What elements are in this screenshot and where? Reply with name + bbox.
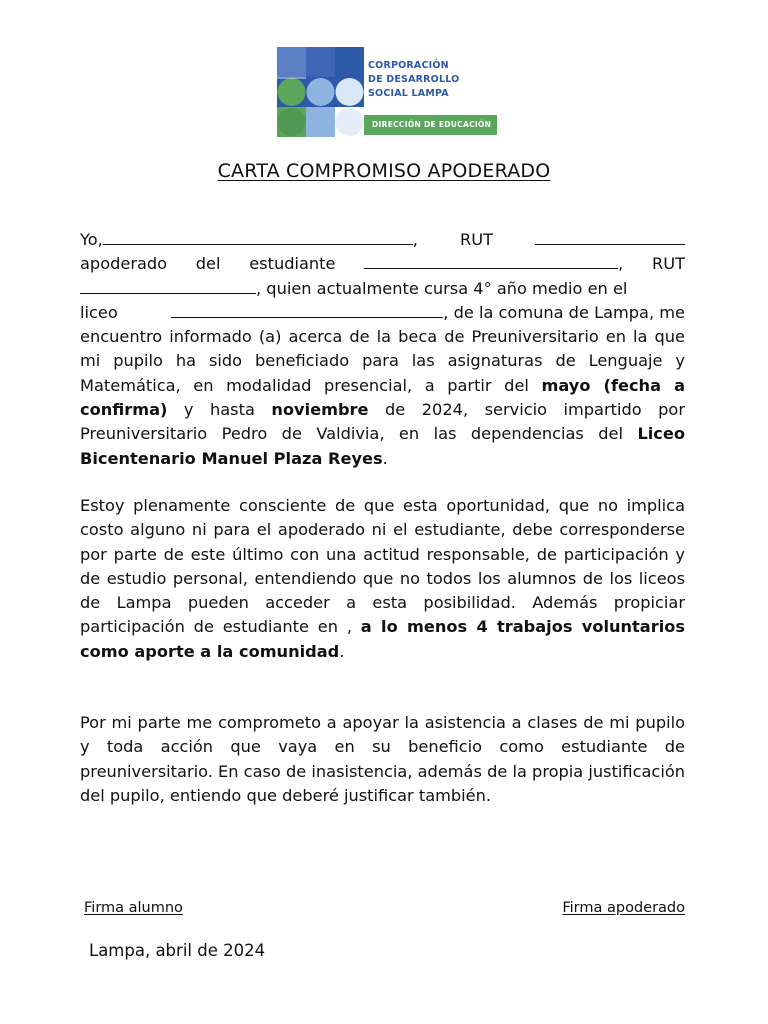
text-segment: de 2024, servicio impartido por Preuniversitario Pedro de Valdivia, en las dependencias del [80,400,685,444]
logo-mosaic-icon [277,47,364,137]
place-date: Lampa, abril de 2024 [89,941,266,960]
text-course: , quien actualmente cursa 4° año medio en el [256,278,628,298]
bold-end-month: noviembre [271,400,369,420]
text-segment: encuentro informado (a) acerca de la beca de Preuniversitario en la que mi pupilo ha sido beneficiado para las asignaturas de Lenguaje y Matemática, en modalidad presencial, a partir del [80,327,685,395]
logo-wordmark [368,59,459,101]
word-apoderado: apoderado [80,254,168,274]
logo-line-3: SOCIAL LAMPA [368,88,449,99]
corporation-logo [277,47,497,137]
bold-volunteer-work: a lo menos 4 trabajos voluntarios como aporte a la comunidad [80,617,685,661]
blank-guardian-name[interactable] [103,230,413,245]
comma: , [412,230,418,249]
logo-department-bar: DIRECCIÓN DE EDUCACIÓN [364,115,497,135]
comma: , [618,254,624,274]
blank-student-name[interactable] [364,254,618,269]
word-del: del [195,254,221,274]
line-school [80,301,685,325]
text-segment: . [382,448,388,468]
signature-guardian: Firma apoderado [562,900,685,916]
bold-school-name: Liceo Bicentenario Manuel Plaza Reyes [80,424,685,468]
text-segment: . [339,641,345,661]
paragraph-support: Por mi parte me comprometo a apoyar la asistencia a clases de mi pupilo y toda acción que vaya en su beneficio como estudiante de preuniversitario. En caso de inasistencia, además de la propia justificación del pupilo, entiendo que deberé justificar también. [80,713,685,805]
document-title [0,160,768,182]
bold-start-date: mayo (fecha a confirma) [80,375,686,420]
text-segment: Estoy plenamente consciente de que esta oportunidad, que no implica costo alguno ni para el apoderado ni el estudiante, debe corresponderse por parte de este último con una actitud responsable, de participación y de estudio personal, entendiendo que no todos los alumnos de los liceos de Lampa pueden acceder a esta posibilidad. Además propiciar participación de estudiante en , [80,496,685,637]
title-text: CARTA COMPROMISO APODERADO [217,160,551,182]
paragraph-awareness [80,494,685,664]
blank-student-rut[interactable] [80,279,256,294]
paragraph-body [80,325,685,471]
line-name-rut [80,228,685,252]
logo-line-1: CORPORACIÓN [368,60,449,71]
logo-line-2: DE DESARROLLO [368,74,460,85]
label-rut-student: RUT [652,254,685,274]
blank-school-name[interactable] [171,303,443,318]
line-student [80,252,685,276]
label-yo: Yo, [80,230,103,249]
label-rut-guardian: RUT [459,230,493,249]
paragraph-commitment [80,228,685,471]
word-liceo: liceo [80,302,118,322]
signature-student: Firma alumno [84,900,183,916]
text-commune: , de la comuna de Lampa, me [443,302,685,322]
text-segment: y hasta [167,400,272,420]
blank-guardian-rut[interactable] [535,230,685,245]
word-estudiante: estudiante [249,254,336,274]
line-student-rut [80,277,685,301]
